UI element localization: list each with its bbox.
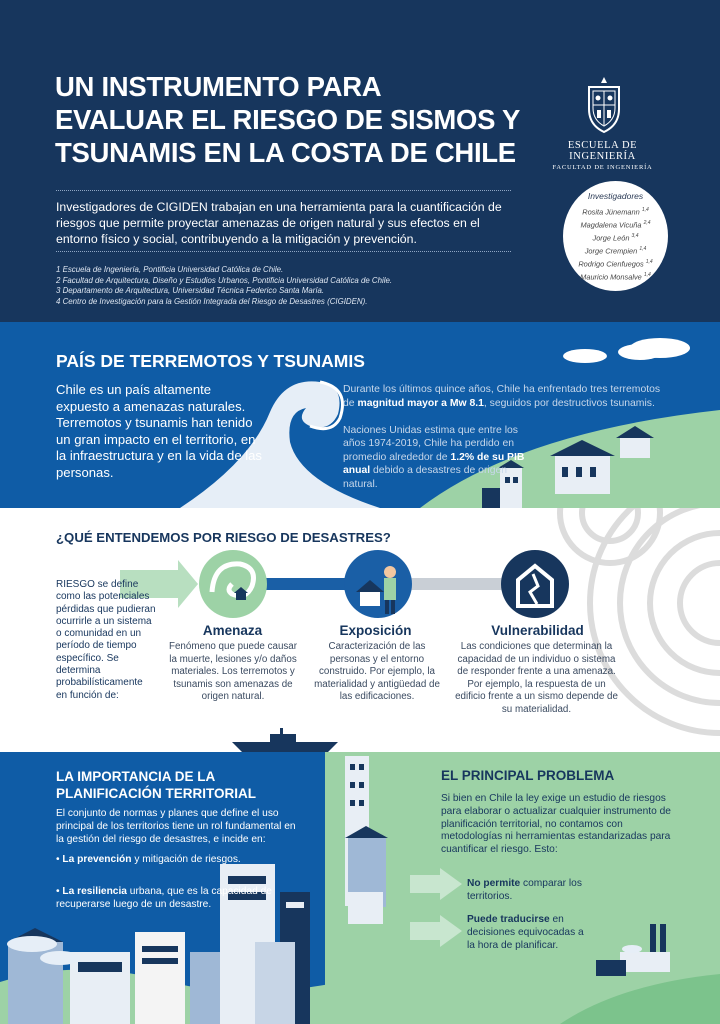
earthquake-fact: Durante los últimos quince años, Chile ha enfrentado tres terremotos de magnitud mayor a Mw 8.1, seguidos por destructivos tsunamis.	[343, 384, 661, 409]
risk-factor-label: Amenaza	[202, 623, 263, 638]
school-logo	[540, 140, 665, 171]
faculty-name: FACULTAD DE INGENIERÍA	[552, 164, 653, 171]
risk-factor-label: Exposición	[339, 623, 412, 638]
researcher-item: Rodrigo Cienfuegos $^{1,4}$	[578, 259, 653, 269]
risk-definition: RIESGO se define como las potenciales pérdidas que pudieran ocurrirle a un sistema o comunidad en un período de tiempo específico. Se determina probabilísticamente en función de:	[56, 579, 156, 701]
risk-factor-description: Fenómeno que puede causar la muerte, lesiones y/o daños materiales. Los terremotos y tsunamis son amenazas de origen natural.	[169, 641, 297, 702]
ship-icon	[230, 728, 340, 754]
researcher-item: Mauricio Monsalve $^{1,4}$	[580, 272, 651, 282]
divider	[56, 190, 511, 191]
affiliation: 3 Departamento de Arquitectura, Universidad Técnica Federico Santa María.	[56, 286, 325, 295]
intro-text: Investigadores de CIGIDEN trabajan en una herramienta para la cuantificación de riesgos que permite proyectar amenazas de origen natural y sus efectos en el entorno físico y social, contribuyendo a la mitigación y prevención.	[56, 200, 502, 246]
section-title: EL PRINCIPAL PROBLEMA	[441, 768, 615, 783]
title-line: TSUNAMIS EN LA COSTA DE CHILE	[55, 137, 516, 168]
researcher-item: Rosita Jünemann $^{1,4}$	[582, 207, 649, 217]
risk-factor-description: Caracterización de las personas y el entorno construido. Por ejemplo, la materialidad y antigüedad de las edificaciones.	[314, 641, 440, 702]
affiliation: 2 Facultad de Arquitectura, Diseño y Estudios Urbanos, Pontificia Universidad Católica de Chile.	[56, 275, 393, 285]
title-line: UN INSTRUMENTO PARA	[55, 71, 382, 102]
gdp-fact: Naciones Unidas estima que entre los años 1974-2019, Chile ha perdido en promedio alrededor de 1.2% de su PIB anual debido a desastres de origen natural.	[343, 425, 525, 490]
title-line: EVALUAR EL RIESGO DE SISMOS Y	[55, 104, 521, 135]
problem-point: No permite comparar los territorios.	[467, 878, 582, 902]
affiliation: 4 Centro de Investigación para la Gestión Integrada del Riesgo de Desastres (CIGIDEN).	[56, 296, 368, 306]
problem-point: Puede traducirse en decisiones equivocadas a la hora de planificar.	[467, 914, 584, 951]
planning-bullet: • La prevención y mitigación de riesgos.	[56, 854, 241, 865]
problem-text: Si bien en Chile la ley exige un estudio de riesgos para elaborar o actualizar cualquier instrumento de planificación territorial, no contamos con metodologías ni herramientas estandarizadas para cuantificar el riesgo. Esto:	[441, 793, 671, 856]
section-title: ¿QUÉ ENTENDEMOS POR RIESGO DE DESASTRES?	[56, 530, 391, 545]
university-seal-icon	[583, 75, 625, 135]
researcher-item: Magdalena Vicuña $^{2,4}$	[580, 220, 651, 230]
section-title: LA IMPORTANCIA DE LA PLANIFICACIÓN TERRITORIAL	[56, 769, 256, 801]
section-title: PAÍS DE TERREMOTOS Y TSUNAMIS	[56, 351, 365, 371]
school-name: ESCUELA DE INGENIERÍA	[567, 140, 638, 162]
affiliations	[56, 265, 526, 307]
page-title	[55, 70, 525, 169]
planning-text: El conjunto de normas y planes que define el uso principal de los territorios tiene un rol fundamental en la gestión del riesgo de desastres, e incide en:	[56, 808, 296, 845]
researchers-box	[563, 181, 668, 291]
risk-factor-label: Vulnerabilidad	[491, 623, 584, 638]
planning-bullet: • La resiliencia urbana, que es la capacidad de recuperarse luego de un desastre.	[56, 886, 272, 910]
researcher-item: Jorge León $^{3,4}$	[592, 233, 639, 243]
affiliation: 1 Escuela de Ingeniería, Pontificia Universidad Católica de Chile.	[56, 265, 284, 274]
risk-factor-description: Las condiciones que determinan la capacidad de un individuo o sistema de responder frente a una amenaza. Por ejemplo, la respuesta de un edificio frente a un sismo depende de su materialidad.	[455, 641, 618, 715]
section-lead-text: Chile es un país altamente expuesto a amenazas naturales. Terremotos y tsunamis han tenido un gran impacto en el territorio, en la infraestructura y en la vida de las personas.	[56, 382, 262, 480]
divider	[56, 251, 511, 252]
researchers-heading: Investigadores	[587, 191, 644, 201]
researcher-item: Jorge Crempien $^{1,4}$	[584, 246, 647, 256]
